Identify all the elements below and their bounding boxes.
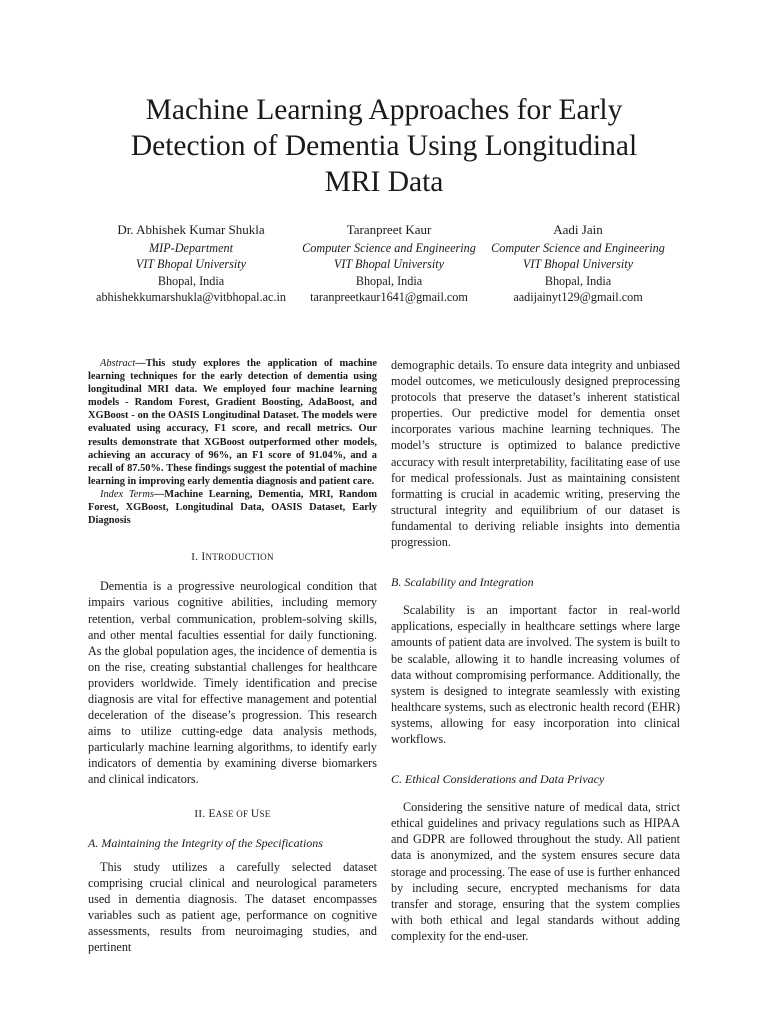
author-email: taranpreetkaur1641@gmail.com (310, 290, 468, 304)
abstract-label: Abstract (100, 358, 136, 369)
author-block (0, 222, 768, 312)
subsection-heading-b: B. Scalability and Integration (391, 575, 534, 590)
author-location: Bhopal, India (544, 273, 612, 288)
author-name: Dr. Abhishek Kumar Shukla (117, 222, 265, 237)
abstract-text: —This study explores the application of machine learning techniques for the early detection of dementia using longitudinal MRI data. We employed four machine learning models - Random Forest, Gradient Boosting, AdaBoost, and XGBoost - on the OASIS Longitudinal Dataset. The models were evaluated using accuracy, F1 score, and recall metrics. Our results demonstrate that XGBoost outperformed other models, achieving an accuracy of 96%, an F1 score of 91.04%, and a recall of 87.50%. These findings suggest the potential of machine learning in improving early dementia diagnosis and patient care. (88, 358, 377, 487)
subsection-b-paragraph: Scalability is an important factor in real-world applications, especially in healthcare settings where large amounts of patient data are involved. The system is built to be scalable, allowing it to handle increasing volumes of data without compromising performance. Additionally, the system is designed to integrate seamlessly with existing healthcare systems, such as electronic health record (EHR) systems, allowing for easy incorporation into clinical workflows. (391, 603, 680, 746)
index-terms-text: —Machine Learning, Dementia, MRI, Random Forest, XGBoost, Longitudinal Data, OASIS Dataset, Early Diagnosis (88, 488, 378, 527)
author-location: Bhopal, India (157, 273, 225, 288)
section-heading-introduction: I. INTRODUCTION (191, 551, 274, 564)
left-column (88, 357, 377, 955)
right-column (391, 357, 680, 944)
subsection-heading-c: C. Ethical Considerations and Data Privacy (391, 772, 605, 787)
author-department: Computer Science and Engineering (302, 240, 476, 255)
author-name: Taranpreet Kaur (346, 222, 432, 237)
author-department: MIP-Department (149, 240, 233, 255)
author-university: VIT Bhopal University (333, 257, 445, 271)
subsection-a-paragraph: This study utilizes a carefully selected dataset comprising crucial clinical and neurological parameters used in dementia diagnosis. The dataset encompasses variables such as patient age, performance on cognitive assessments, results from neuroimaging studies, and pertinent (88, 859, 377, 955)
author-email: aadijainyt129@gmail.com (513, 290, 643, 304)
section-heading-ease-of-use: II. EASE OF USE (194, 807, 271, 820)
index-terms-label: Index Terms (100, 488, 154, 500)
author-location: Bhopal, India (355, 273, 423, 288)
author-1 (76, 222, 306, 306)
author-3 (463, 222, 693, 306)
title-line-2: Detection of Dementia Using Longitudinal (130, 130, 638, 162)
author-email: abhishekkumarshukla@vitbhopal.ac.in (96, 290, 286, 304)
introduction-paragraph: Dementia is a progressive neurological condition that impairs various cognitive abilities, including memory retention, verbal communication, problem-solving skills, and other mental faculties essential for daily functioning. As the global population ages, the incidence of dementia is on the rise, creating substantial challenges for healthcare providers worldwide. Timely identification and precise diagnosis are vital for effective management and potential deceleration of the disease’s progression. This research aims to utilize cutting-edge data analysis methods, particularly machine learning algorithms, to identify early indicators of dementia by examining diverse biomarkers and clinical indicators. (88, 579, 377, 787)
author-university: VIT Bhopal University (522, 257, 634, 271)
subsection-heading-a: A. Maintaining the Integrity of the Specifications (88, 835, 323, 850)
title-line-3: MRI Data (324, 166, 444, 198)
title-line-1: Machine Learning Approaches for Early (145, 94, 623, 126)
author-university: VIT Bhopal University (135, 257, 247, 271)
paper-title (84, 92, 684, 200)
subsection-c-paragraph: Considering the sensitive nature of medical data, strict ethical guidelines and privacy regulations such as HIPAA and GDPR are followed throughout the study. All patient data is anonymized, and the system ensures secure data storage and processing. The ease of use is further enhanced by including secure, encrypted mechanisms for data transfer and storage, ensuring that the system complies with both ethical and legal standards without adding complexity for the end-user. (391, 800, 680, 943)
author-name: Aadi Jain (553, 222, 603, 237)
index-terms (88, 488, 377, 527)
subsection-a-paragraph-continued: demographic details. To ensure data integrity and unbiased model outcomes, we meticulously designed preprocessing protocols that preserve the dataset’s inherent statistical properties. Our predictive model for dementia onset incorporates various machine learning techniques. The model’s structure is optimized to balance predictive accuracy with result interpretability, facilitating ease of use for medical professionals. Just as maintaining consistent formatting is crucial in academic writing, preserving the structural integrity and equilibrium of our dataset is fundamental to deriving reliable insights into dementia progression. (391, 358, 680, 550)
author-department: Computer Science and Engineering (491, 240, 665, 255)
abstract (88, 357, 377, 488)
